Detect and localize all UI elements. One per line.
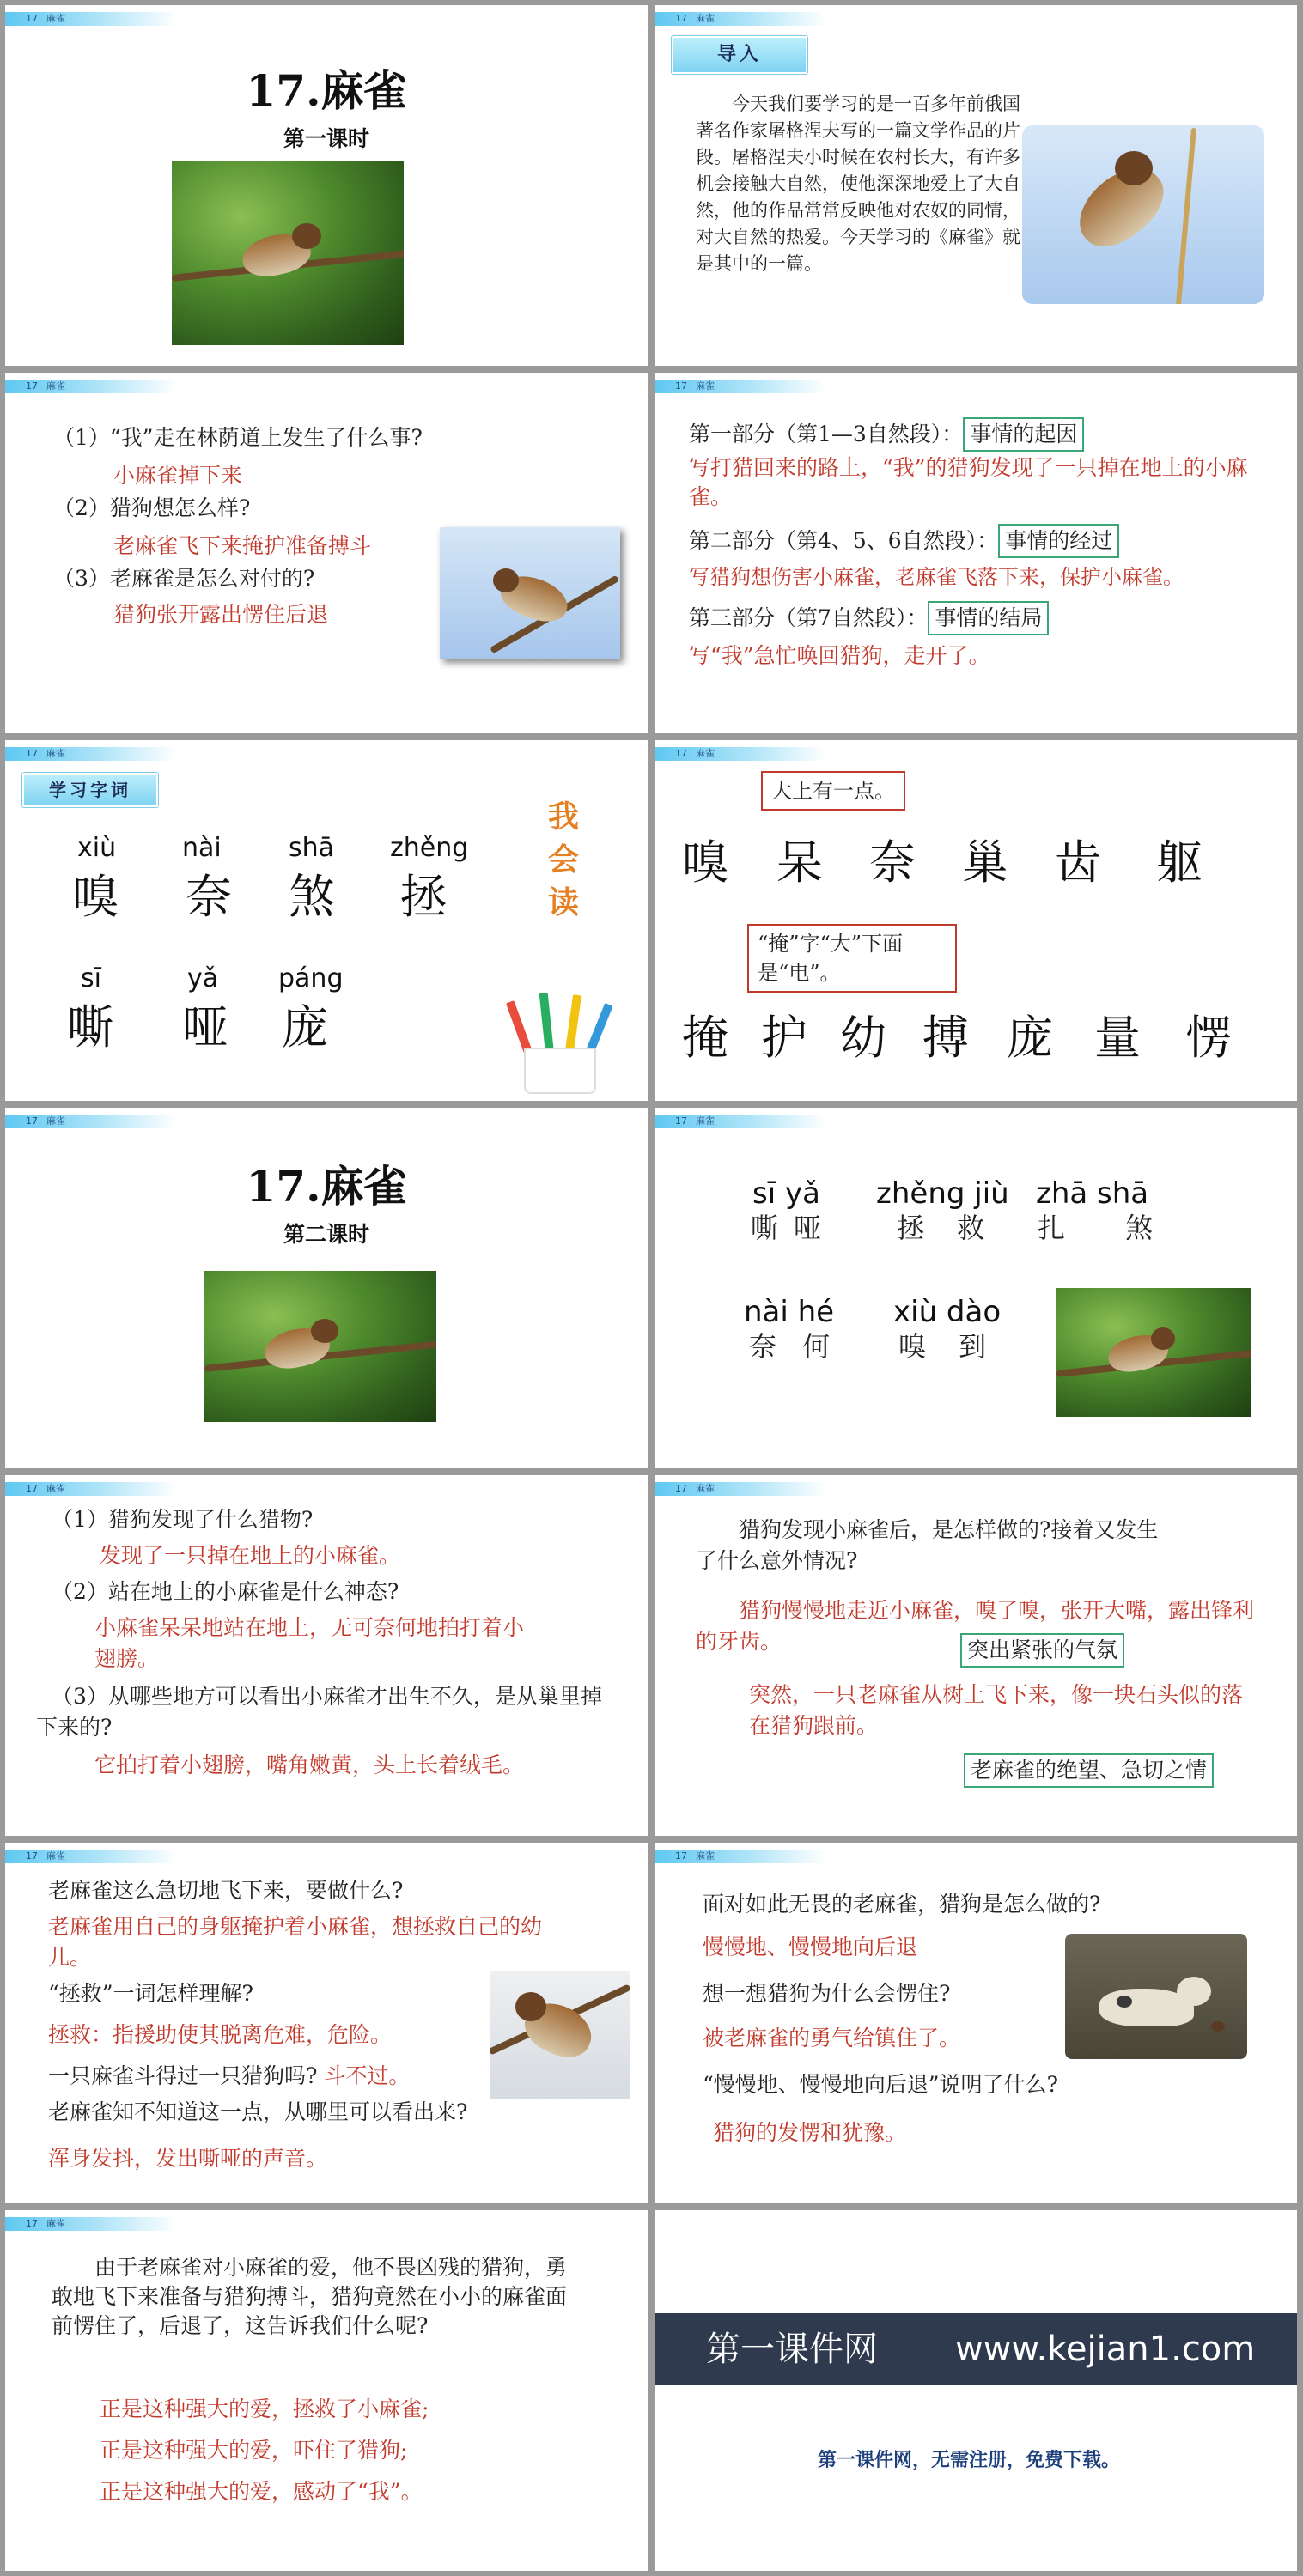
slide-14-ad — [655, 2210, 1297, 2571]
tip-callout-1: 大上有一点。 — [761, 771, 905, 811]
hanzi: 嘶 哑 — [751, 1212, 825, 1244]
lesson-title: 17.麻雀 — [246, 65, 407, 116]
question: 猎狗发现小麻雀后，是怎样做的?接着又发生了什么意外情况? — [696, 1517, 1159, 1573]
slide-tag: 17 麻雀 — [655, 1850, 826, 1863]
slide-1-title — [5, 5, 648, 366]
slide-4-structure — [655, 373, 1297, 733]
tip-callout-2: “掩”字“大”下面是“电”。 — [747, 924, 957, 993]
vocab-banner: 学习字词 — [22, 773, 158, 807]
slide-tag: 17 麻雀 — [655, 1115, 826, 1128]
slide-tag: 17 麻雀 — [655, 1482, 826, 1496]
pencil-cup-icon — [486, 998, 641, 1092]
hanzi: 拯 救 — [897, 1212, 997, 1244]
slide-tag: 17 麻雀 — [5, 1115, 177, 1128]
answer-3: 猎狗张开露出愣住后退 — [113, 602, 329, 627]
answer-2: 小麻雀呆呆地站在地上，无可奈何地拍打着小翅膀。 — [94, 1615, 525, 1671]
part-1-text: 写打猎回来的路上，“我”的猎狗发现了一只掉在地上的小麻雀。 — [689, 455, 1248, 509]
slide-tag: 17 麻雀 — [655, 12, 826, 26]
question-3: （3）老麻雀是怎么对付的? — [53, 566, 315, 591]
pinyin: nài — [182, 833, 222, 863]
hanzi: 嗅 — [72, 870, 119, 924]
slide-3-questions — [5, 373, 648, 733]
sparrow-photo — [204, 1271, 436, 1422]
hanzi: 躯 — [1156, 835, 1203, 890]
pinyin: xiù — [77, 833, 117, 863]
hanzi: 嗅 到 — [898, 1330, 999, 1363]
hanzi: 量 — [1094, 1011, 1141, 1065]
slide-7-title — [5, 1108, 648, 1468]
i-can-read-label: 我 会 读 — [548, 799, 580, 920]
lesson-title: 17.麻雀 — [246, 1161, 407, 1212]
question-1: 面对如此无畏的老麻雀，猎狗是怎么做的? — [703, 1892, 1101, 1917]
answer-2: 突然，一只老麻雀从树上飞下来，像一块石头似的落在猎狗跟前。 — [749, 1682, 1244, 1738]
answer-2: 拯救：指援助使其脱离危难，危险。 — [48, 2022, 393, 2047]
part-2-text: 写猎狗想伤害小麻雀，老麻雀飞落下来，保护小麻雀。 — [689, 565, 1184, 589]
pinyin: xiù dào — [893, 1295, 1002, 1329]
part-3-text: 写“我”急忙唤回猎狗，走开了。 — [689, 643, 990, 668]
summary-line-1: 正是这种强大的爱，拯救了小麻雀; — [100, 2397, 429, 2421]
question-1: 老麻雀这么急切地飞下来，要做什么? — [48, 1878, 404, 1903]
answer-3: 猎狗的发愣和犹豫。 — [713, 2120, 907, 2145]
slide-9-questions — [5, 1475, 648, 1836]
slide-tag: 17 麻雀 — [655, 380, 826, 393]
answer-2: 老麻雀飞下来掩护准备搏斗 — [113, 533, 372, 558]
pinyin: sī yǎ — [752, 1176, 820, 1211]
question-2: （2）猎狗想怎么样? — [53, 495, 251, 520]
slide-tag: 17 麻雀 — [5, 1482, 177, 1496]
answer-1: 小麻雀掉下来 — [113, 463, 243, 488]
hanzi: 掩 — [682, 1011, 728, 1065]
answer-1: 猎狗慢慢地走近小麻雀，嗅了嗅，张开大嘴，露出锋利的牙齿。 — [696, 1598, 1255, 1654]
hanzi: 扎 煞 — [1038, 1212, 1179, 1244]
question-3: （3）从哪些地方可以看出小麻雀才出生不久，是从巢里掉下来的? — [36, 1684, 602, 1740]
pinyin: yǎ — [187, 963, 219, 993]
sparrow-photo — [490, 1971, 630, 2099]
hanzi: 庞 — [1007, 1011, 1053, 1065]
download-note: 第一课件网，无需注册，免费下载。 — [818, 2449, 1121, 2471]
part-2-box: 事情的经过 — [998, 524, 1119, 558]
note-box-1: 突出紧张的气氛 — [960, 1633, 1124, 1668]
slide-8-words — [655, 1108, 1297, 1468]
question-3: 一只麻雀斗得过一只猎狗吗? 斗不过。 — [48, 2063, 411, 2088]
part-3-label: 第三部分（第7自然段）： 事情的结局 — [689, 601, 1049, 635]
question-3: “慢慢地、慢慢地向后退”说明了什么? — [703, 2072, 1058, 2097]
brand-name: 第一课件网 — [706, 2330, 878, 2369]
sparrow-photo — [172, 161, 404, 345]
part-3-box: 事情的结局 — [928, 601, 1049, 635]
sparrow-photo — [1022, 125, 1264, 304]
slide-tag: 17 麻雀 — [5, 380, 177, 393]
lesson-subtitle: 第二课时 — [283, 1222, 369, 1247]
answer-1: 慢慢地、慢慢地向后退 — [703, 1935, 918, 1959]
intro-banner: 导入 — [672, 36, 807, 74]
pinyin: zhā shā — [1036, 1176, 1149, 1211]
question-1: （1）猎狗发现了什么猎物? — [52, 1507, 314, 1532]
hanzi: 奈 — [186, 870, 232, 924]
hanzi: 嘶 — [67, 1000, 113, 1054]
answer-3: 它拍打着小翅膀，嘴角嫩黄，头上长着绒毛。 — [94, 1753, 525, 1777]
hanzi: 哑 — [182, 1000, 228, 1054]
pinyin: shā — [289, 833, 335, 863]
hanzi: 拯 — [400, 870, 447, 924]
summary-line-2: 正是这种强大的爱，吓住了猎狗; — [100, 2438, 408, 2463]
pinyin: nài hé — [744, 1295, 835, 1329]
hanzi: 奈 — [869, 835, 916, 890]
hanzi: 庞 — [282, 1000, 328, 1054]
slide-2-intro — [655, 5, 1297, 366]
answer-3: 斗不过。 — [324, 2063, 411, 2088]
slide-10-analysis — [655, 1475, 1297, 1836]
hanzi: 嗅 — [682, 835, 728, 890]
hanzi: 奈 何 — [749, 1330, 839, 1363]
summary-paragraph: 由于老麻雀对小麻雀的爱，他不畏凶残的猎狗，勇敢地飞下来准备与猎狗搏斗，猎狗竟然在小小的麻雀面前愣住了，后退了，这告诉我们什么呢? — [52, 2255, 568, 2338]
lesson-subtitle: 第一课时 — [283, 126, 369, 151]
part-1-box: 事情的起因 — [963, 417, 1084, 452]
answer-4: 浑身发抖，发出嘶哑的声音。 — [48, 2146, 328, 2171]
brand-url[interactable]: www.kejian1.com — [955, 2330, 1256, 2369]
hanzi: 搏 — [922, 1011, 969, 1065]
sparrow-photo — [1056, 1288, 1251, 1417]
slide-13-summary — [5, 2210, 648, 2571]
slide-12-dog — [655, 1843, 1297, 2203]
pinyin: sī — [81, 963, 101, 993]
question-2: （2）站在地上的小麻雀是什么神态? — [52, 1579, 399, 1604]
slide-tag: 17 麻雀 — [5, 1850, 177, 1863]
intro-paragraph: 今天我们要学习的是一百多年前俄国著名作家屠格涅夫写的一篇文学作品的片段。屠格涅夫小时候在农村长大，有许多机会接触大自然，使他深深地爱上了大自然，他的作品常常反映他对农奴的同情，对大自然的热爱。今天学习的《麻雀》就是其中的一篇。 — [696, 94, 1020, 274]
pinyin: zhěng — [390, 833, 469, 863]
hanzi: 煞 — [289, 870, 335, 924]
note-box-2: 老麻雀的绝望、急切之情 — [964, 1753, 1214, 1788]
summary-line-3: 正是这种强大的爱，感动了“我”。 — [100, 2479, 423, 2504]
slide-tag: 17 麻雀 — [5, 747, 177, 761]
sparrow-photo — [440, 527, 620, 659]
slide-tag: 17 麻雀 — [5, 2217, 177, 2231]
dog-and-sparrow-painting — [1065, 1934, 1247, 2059]
slide-tag: 17 麻雀 — [655, 747, 826, 761]
slide-6-characters — [655, 740, 1297, 1101]
hanzi: 齿 — [1055, 835, 1101, 890]
hanzi: 护 — [761, 1011, 807, 1065]
answer-2: 被老麻雀的勇气给镇住了。 — [703, 2026, 961, 2050]
slide-5-vocab — [5, 740, 648, 1101]
answer-1: 老麻雀用自己的身躯掩护着小麻雀，想拯救自己的幼儿。 — [48, 1914, 543, 1970]
hanzi: 巢 — [962, 835, 1008, 890]
slide-tag: 17 麻雀 — [5, 12, 177, 26]
question-4: 老麻雀知不知道这一点，从哪里可以看出来? — [48, 2099, 468, 2124]
hanzi: 幼 — [840, 1011, 886, 1065]
hanzi: 愣 — [1185, 1011, 1232, 1065]
hanzi: 呆 — [776, 835, 823, 890]
question-2: “拯救”一词怎样理解? — [48, 1981, 253, 2006]
brand-bar — [655, 2313, 1297, 2385]
question-2: 想一想猎狗为什么会愣住? — [703, 1981, 951, 2006]
question-1: （1）“我”走在林荫道上发生了什么事? — [53, 425, 423, 450]
answer-1: 发现了一只掉在地上的小麻雀。 — [100, 1543, 401, 1568]
pinyin: páng — [278, 963, 344, 993]
part-2-label: 第二部分（第4、5、6自然段）： 事情的经过 — [689, 524, 1119, 558]
part-1-label: 第一部分（第1—3自然段）： 事情的起因 — [689, 417, 1084, 452]
pinyin: zhěng jiù — [876, 1176, 1009, 1211]
slide-11-discussion — [5, 1843, 648, 2203]
